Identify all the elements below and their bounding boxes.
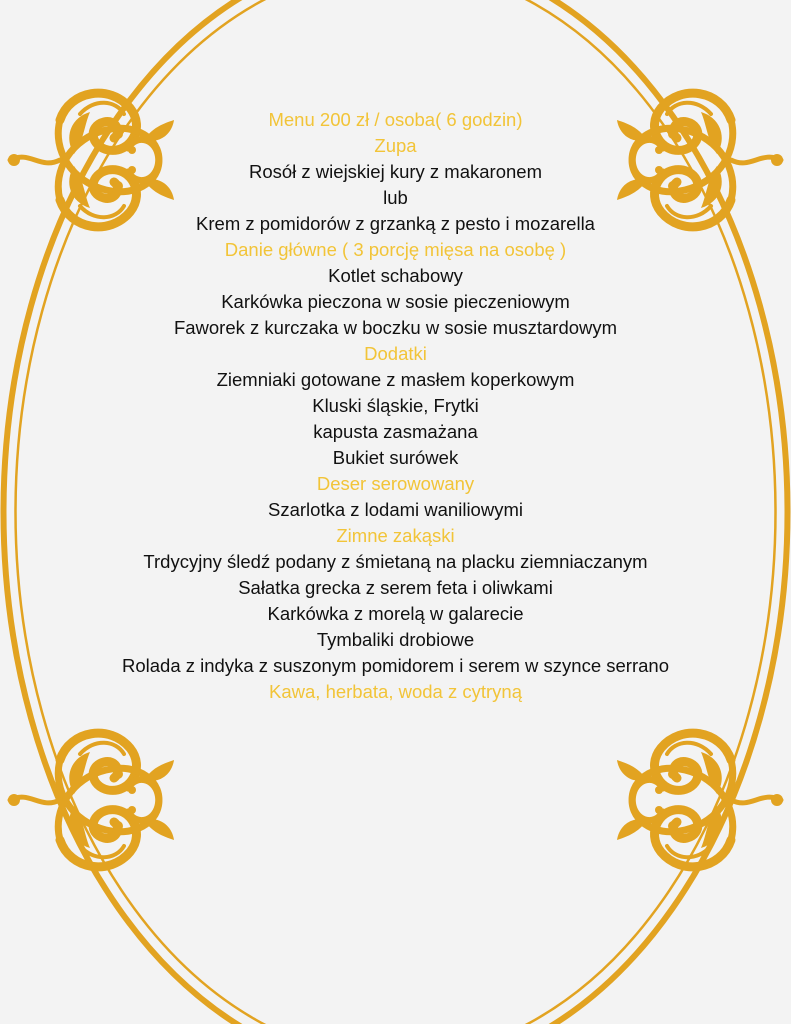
menu-item: Kluski śląskie, Frytki [312, 395, 479, 416]
menu-item: Karkówka z morelą w galarecie [267, 603, 524, 624]
menu-item: Rolada z indyka z suszonym pomidorem i serem w szynce serrano [122, 655, 669, 676]
menu-item: Rosół z wiejskiej kury z makaronem [248, 161, 542, 182]
menu-item: Karkówka pieczona w sosie pieczeniowym [221, 291, 570, 312]
flourish-bottom-left [8, 733, 174, 867]
menu-item: Bukiet surówek [332, 447, 459, 468]
menu-item: Sałatka grecka z serem feta i oliwkami [238, 577, 553, 598]
menu-item: Ziemniaki gotowane z masłem koperkowym [216, 369, 575, 390]
menu-card [0, 107, 791, 705]
section-heading: Deser serowowany [316, 473, 475, 494]
section-heading: Zupa [374, 135, 417, 156]
menu-item-separator: lub [383, 187, 408, 208]
menu-item: Tymbaliki drobiowe [316, 629, 475, 650]
menu-item: kapusta zasmażana [313, 421, 478, 442]
menu-title: Menu 200 zł / osoba( 6 godzin) [268, 109, 523, 130]
menu-item: Kotlet schabowy [328, 265, 463, 286]
section-heading: Zimne zakąski [336, 525, 455, 546]
menu-item: Krem z pomidorów z grzanką z pesto i mozarella [196, 213, 595, 234]
section-heading: Danie główne ( 3 porcję mięsa na osobę ) [224, 239, 567, 260]
flourish-bottom-right [617, 733, 783, 867]
menu-item: Trdycyjny śledź podany z śmietaną na placku ziemniaczanym [143, 551, 648, 572]
section-heading: Dodatki [364, 343, 427, 364]
menu-footer: Kawa, herbata, woda z cytryną [269, 681, 522, 702]
menu-item: Faworek z kurczaka w boczku w sosie musztardowym [173, 317, 618, 338]
menu-item: Szarlotka z lodami waniliowymi [268, 499, 523, 520]
